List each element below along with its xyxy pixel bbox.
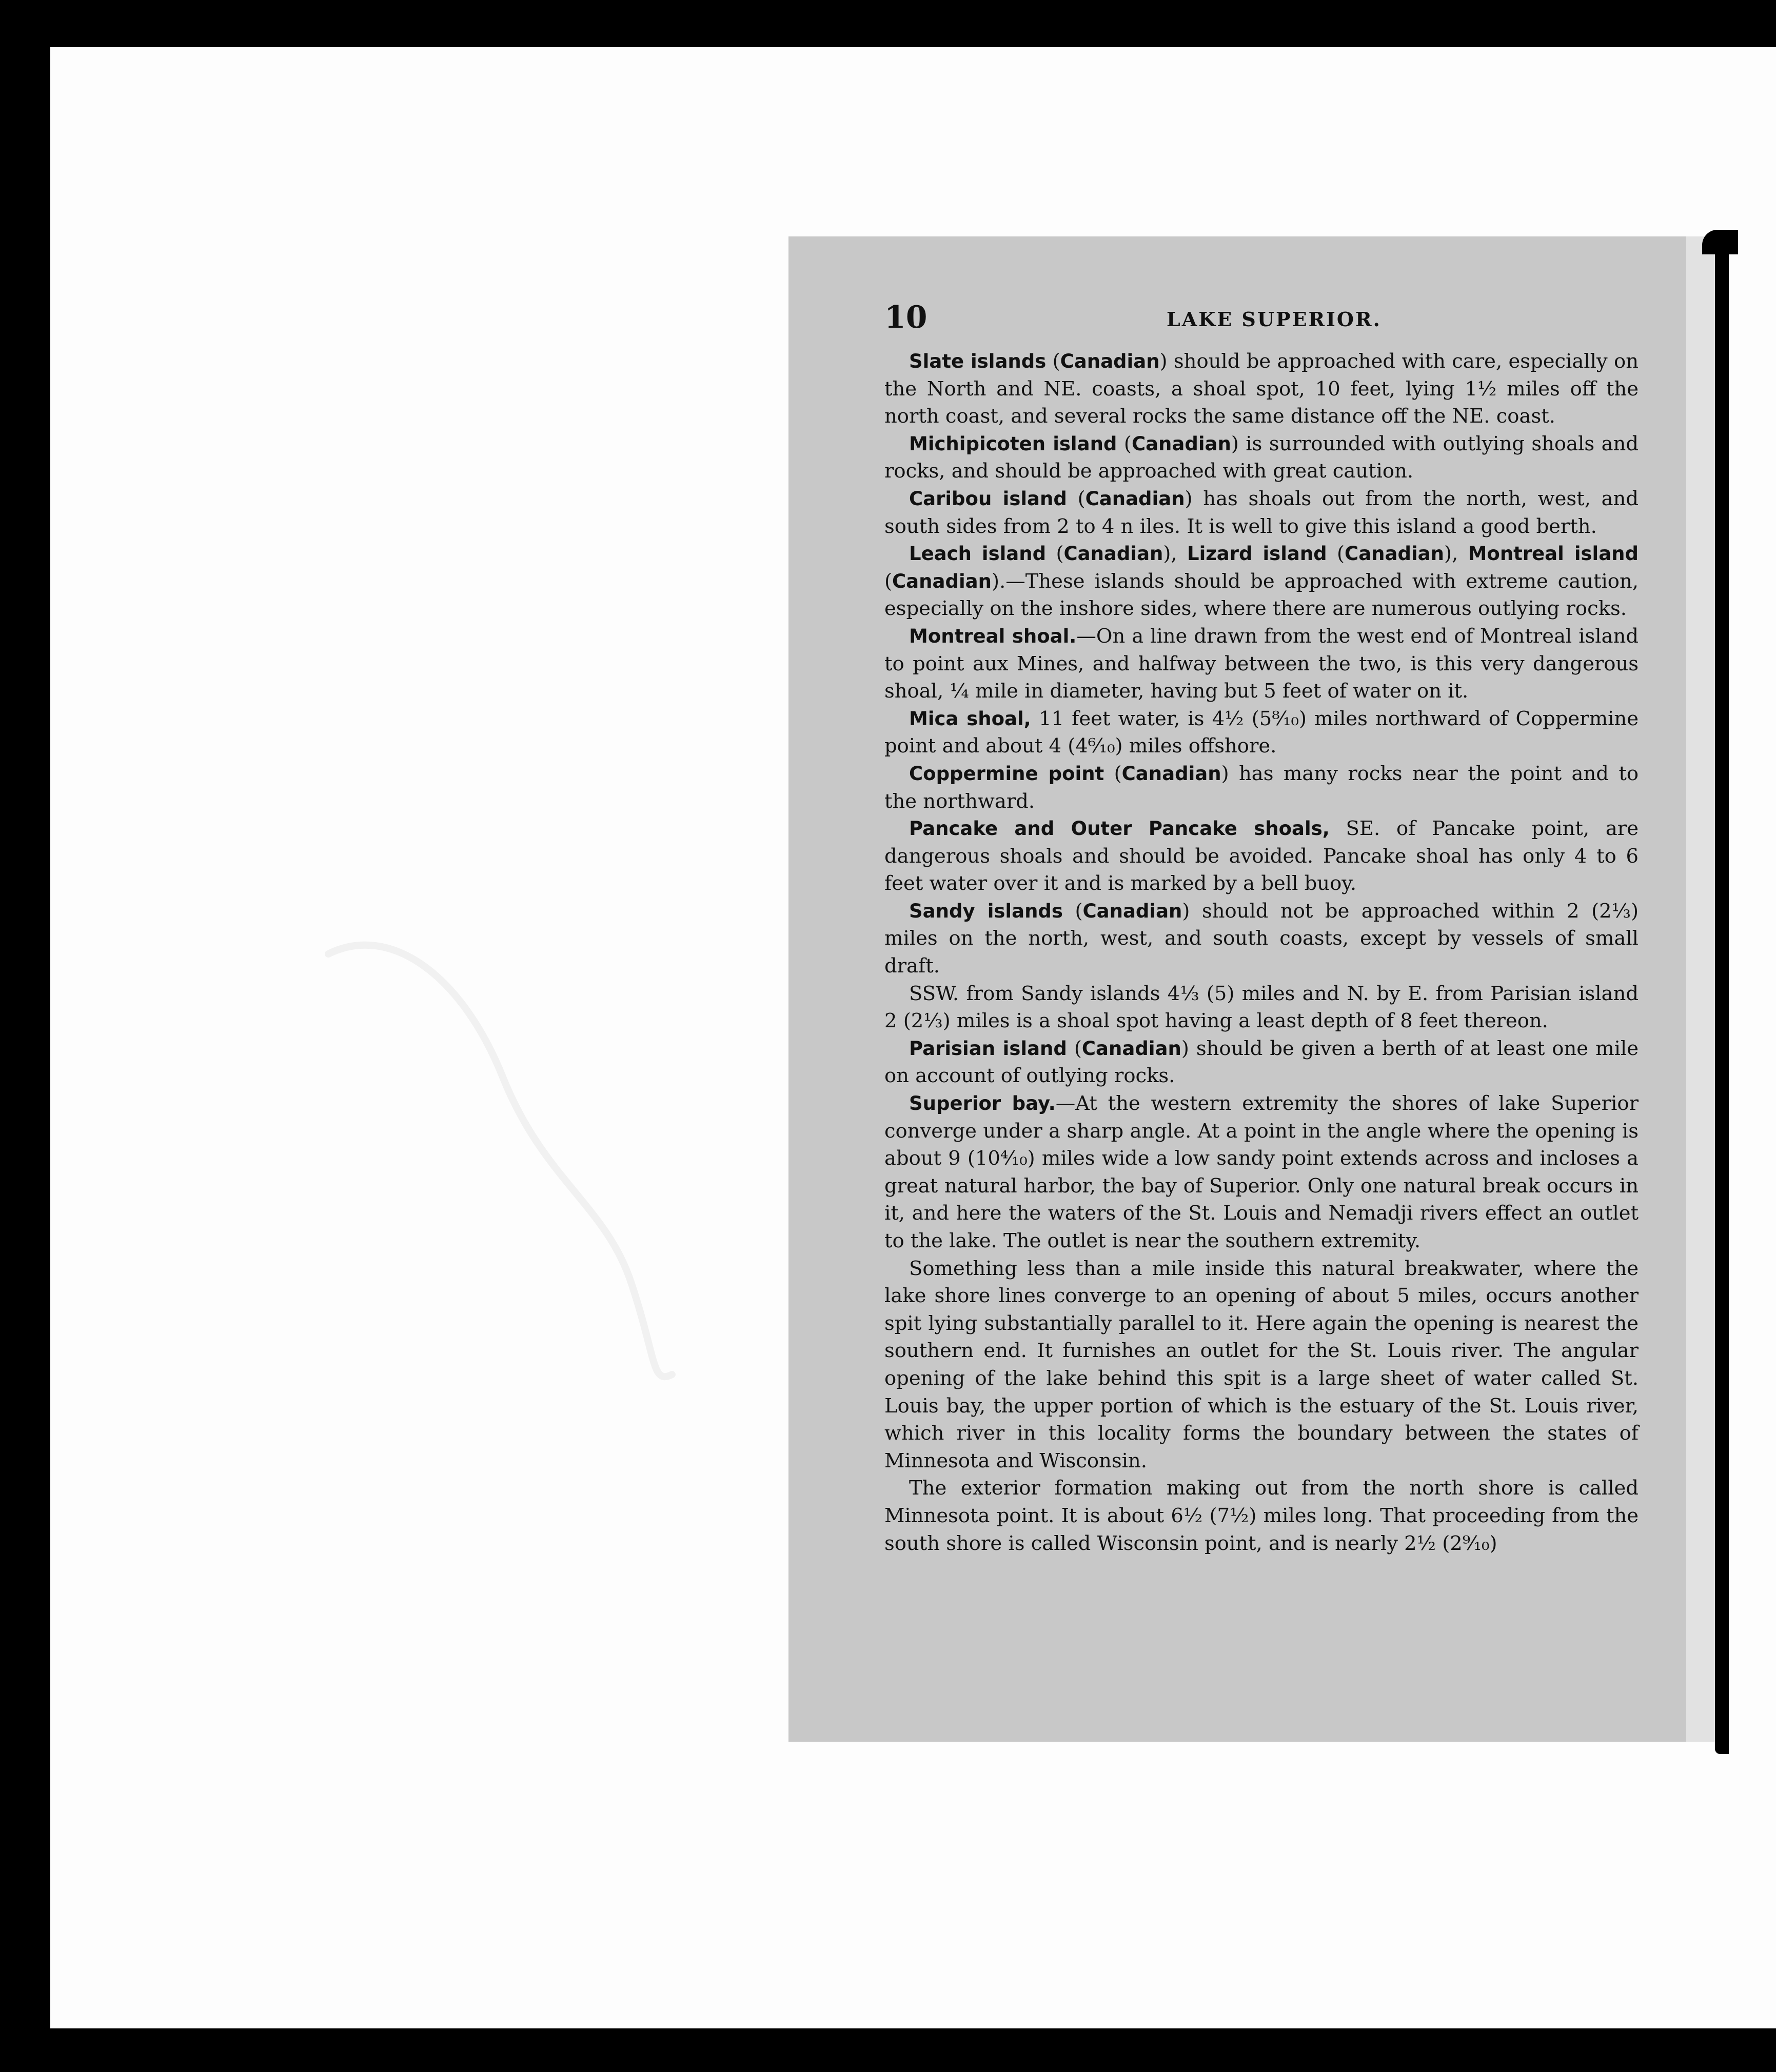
bold-term: Lizard island — [1187, 543, 1327, 565]
text-run: ) is surrounded with outlying shoals and rocks, and should be approached with great caution. — [884, 432, 1639, 483]
bold-term: Canadian — [1085, 487, 1185, 510]
paragraph — [884, 485, 1639, 540]
paragraph — [884, 705, 1639, 760]
bold-term: Canadian — [1131, 432, 1231, 455]
bold-term: Canadian — [1081, 1037, 1181, 1060]
paragraph — [884, 623, 1639, 705]
page-edge — [1686, 236, 1717, 1742]
running-title: LAKE SUPERIOR. — [1167, 308, 1382, 331]
text-run: ) should not be approached within 2 (2⅓) miles on the north, west, and south coasts, except by vessels of small draft. — [884, 899, 1639, 978]
page-header — [884, 300, 1639, 335]
paragraph — [884, 540, 1639, 623]
text-run: ( — [1046, 350, 1060, 373]
paragraph — [884, 898, 1639, 980]
bold-term: Montreal island — [1468, 543, 1639, 565]
page-number: 10 — [884, 300, 928, 335]
paragraph — [884, 815, 1639, 898]
bold-term: Caribou island — [909, 487, 1067, 510]
paragraph — [884, 1475, 1639, 1557]
bold-term: Canadian — [892, 570, 992, 592]
text-run: ) should be given a berth of at least one mile on account of outlying rocks. — [884, 1037, 1639, 1088]
bold-term: Slate islands — [909, 350, 1047, 372]
text-run: ( — [1067, 487, 1086, 510]
paragraph — [884, 980, 1639, 1035]
bold-term: Pancake and Outer Pancake shoals, — [909, 818, 1330, 840]
bold-term: Parisian island — [909, 1037, 1067, 1060]
paragraph — [884, 430, 1639, 485]
text-run: 11 feet water, is 4½ (5⁸⁄₁₀) miles northward of Coppermine point and about 4 (4⁶⁄₁₀) miles offshore. — [884, 707, 1639, 758]
bold-term: Canadian — [1345, 543, 1444, 565]
text-run: ) should be approached with care, especially on the North and NE. coasts, a shoal spot, 10 feet, lying 1½ miles off the north coast, and several rocks the same distance off the NE. coast. — [884, 350, 1639, 428]
text-run: ), — [1163, 542, 1187, 566]
text-run: ( — [1327, 542, 1345, 566]
text-run: ) has many rocks near the point and to the northward. — [884, 762, 1639, 813]
bold-term: Canadian — [1063, 543, 1163, 565]
bold-term: Canadian — [1082, 900, 1182, 922]
text-run: —At the western extremity the shores of lake Superior converge under a sharp angle. At a point in the angle where the opening is about 9 (10⁴⁄₁₀) miles wide a low sandy point extends across and incloses a great natural harbor, the bay of Superior. Only one natural break occurs in it, and here the waters of the St. Louis and Nemadji rivers effect an outlet to the lake. The outlet is near the southern extremity. — [884, 1092, 1639, 1252]
paragraph — [884, 760, 1639, 815]
page-body — [884, 348, 1639, 1557]
text-run: —On a line drawn from the west end of Montreal island to point aux Mines, and halfway between the two, is this very dangerous shoal, ¼ mile in diameter, having but 5 feet of water on it. — [884, 624, 1639, 703]
paragraph — [884, 1035, 1639, 1090]
bold-term: Canadian — [1060, 350, 1160, 372]
bold-term: Superior bay. — [909, 1092, 1056, 1115]
text-run: ( — [884, 569, 893, 593]
bold-term: Mica shoal, — [909, 707, 1031, 730]
text-run: The exterior formation making out from the north shore is called Minnesota point. It is about 6½ (7½) miles long. That proceeding from the south shore is called Wisconsin point, and is nearly 2½ (2⁹⁄₁₀) — [884, 1477, 1639, 1555]
bold-term: Canadian — [1121, 762, 1221, 785]
bold-term: Sandy islands — [909, 900, 1063, 922]
bold-term: Leach island — [909, 543, 1047, 565]
text-run: ( — [1062, 899, 1083, 923]
paragraph — [884, 1090, 1639, 1255]
text-run: ( — [1117, 432, 1132, 455]
text-run: ) has shoals out from the north, west, and south sides from 2 to 4 n iles. It is well to give this island a good berth. — [884, 487, 1639, 538]
text-run: ( — [1067, 1037, 1082, 1060]
bold-term: Michipicoten island — [909, 432, 1117, 455]
bold-term: Coppermine point — [909, 762, 1104, 785]
bold-term: Montreal shoal. — [909, 625, 1077, 647]
paragraph — [884, 1255, 1639, 1475]
binding-spine — [1715, 233, 1729, 1754]
text-run: SSW. from Sandy islands 4⅓ (5) miles and N. by E. from Parisian island 2 (2⅓) miles is a shoal spot having a least depth of 8 feet thereon. — [884, 982, 1639, 1033]
text-run: ( — [1046, 542, 1064, 566]
text-run: ( — [1104, 762, 1122, 785]
text-run: Something less than a mile inside this natural breakwater, where the lake shore lines converge to an opening of about 5 miles, occurs another spit lying substantially parallel to it. Here again the opening is nearest the southern end. It furnishes an outlet for the St. Louis river. The angular opening of the lake behind this spit is a large sheet of water called St. Louis bay, the upper portion of which is the estuary of the St. Louis river, which river in this locality forms the boundary between the states of Minnesota and Wisconsin. — [884, 1257, 1639, 1472]
text-run: SE. of Pancake point, are dangerous shoals and should be avoided. Pancake shoal has only 4 to 6 feet water over it and is marked by a bell buoy. — [884, 817, 1639, 895]
text-run: ).—These islands should be approached with extreme caution, especially on the inshore sides, where there are numerous outlying rocks. — [884, 569, 1639, 621]
paragraph — [884, 348, 1639, 430]
text-run: ), — [1444, 542, 1468, 566]
